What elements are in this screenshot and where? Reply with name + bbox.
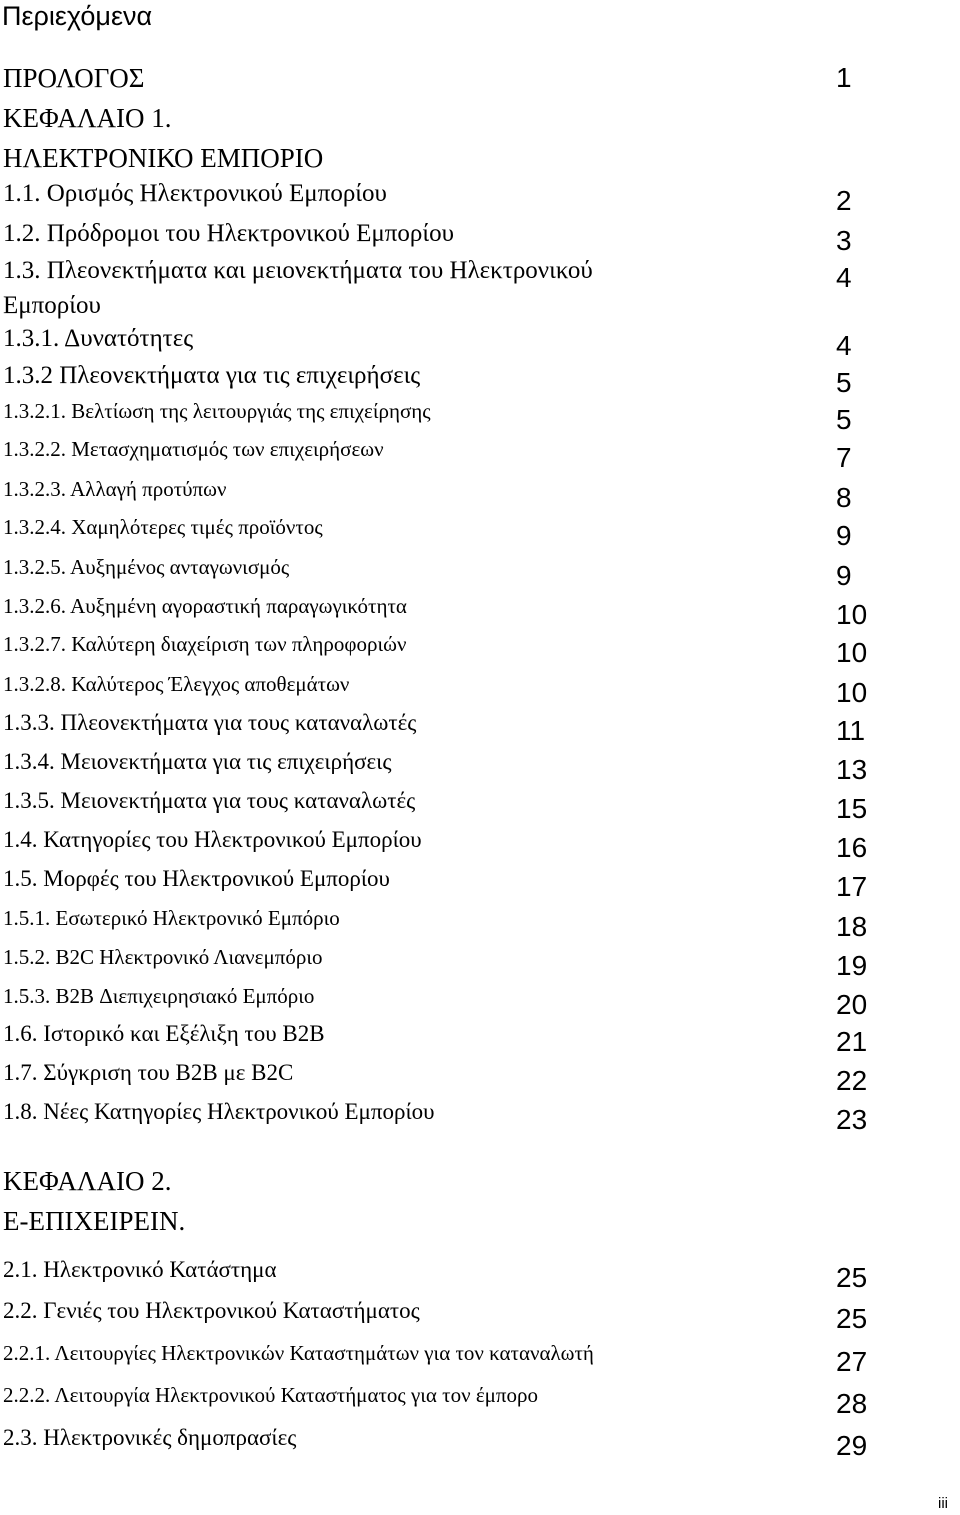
toc-entry-page: 22 <box>836 1065 868 1096</box>
toc-entry-title: Εμπορίου <box>3 292 101 319</box>
toc-entry-page: 3 <box>836 225 852 256</box>
toc-entry-page: 23 <box>836 1104 868 1135</box>
toc-entry-page: 7 <box>836 442 852 473</box>
toc-entry-page: 17 <box>836 871 868 902</box>
toc-entry-title: 2.2. Γενιές του Ηλεκτρονικού Καταστήματος <box>3 1298 420 1323</box>
page-title: Περιεχόμενα <box>2 1 153 31</box>
toc-entry-title: 1.3. Πλεονεκτήματα και μειονεκτήματα του Ηλεκτρονικού <box>3 257 593 284</box>
toc-entry-title: 1.3.2.8. Καλύτερος Έλεγχος αποθεμάτων <box>3 672 350 696</box>
toc-entry-title: 1.1. Ορισμός Ηλεκτρονικού Εμπορίου <box>3 180 387 207</box>
toc-entry-page: 4 <box>836 262 852 293</box>
toc-entry-page: 20 <box>836 989 868 1020</box>
toc-entry-page: 25 <box>836 1262 868 1293</box>
toc-entry-title: 1.3.2 Πλεονεκτήματα για τις επιχειρήσεις <box>3 362 421 389</box>
toc-entry-title: 1.5. Μορφές του Ηλεκτρονικού Εμπορίου <box>3 866 390 891</box>
toc-entry-title: 2.3. Ηλεκτρονικές δημοπρασίες <box>3 1425 297 1450</box>
toc-entry-title: 1.3.2.3. Αλλαγή προτύπων <box>3 477 227 501</box>
toc-entry-title: 1.6. Ιστορικό και Εξέλιξη του B2B <box>3 1021 325 1046</box>
toc-entry-title: 1.3.2.6. Αυξημένη αγοραστική παραγωγικότητα <box>3 594 407 618</box>
toc-entry-page: 2 <box>836 185 852 216</box>
toc-entry-page: 8 <box>836 482 852 513</box>
page-number: iii <box>938 1495 948 1512</box>
toc-entry-title: 1.3.2.7. Καλύτερη διαχείριση των πληροφοριών <box>3 632 407 656</box>
toc-entry-title: 1.4. Κατηγορίες του Ηλεκτρονικού Εμπορίου <box>3 827 422 852</box>
toc-entry-title: 1.3.2.5. Αυξημένος ανταγωνισμός <box>3 555 290 579</box>
toc-entry-page: 5 <box>836 367 852 398</box>
toc-entry-page: 28 <box>836 1388 868 1419</box>
toc-entry-page: 11 <box>836 715 866 746</box>
toc-entry-title: 1.8. Νέες Κατηγορίες Ηλεκτρονικού Εμπορίου <box>3 1099 435 1124</box>
toc-entry-title: ΠΡΟΛΟΓΟΣ <box>3 63 145 93</box>
toc-entry-page: 15 <box>836 793 868 824</box>
toc-entry-title: 1.3.2.1. Βελτίωση της λειτουργιάς της επιχείρησης <box>3 399 431 423</box>
toc-entry-page: 18 <box>836 911 868 942</box>
toc-entry-page: 27 <box>836 1346 868 1377</box>
toc-entry-page: 19 <box>836 950 868 981</box>
toc-entry-page: 16 <box>836 832 868 863</box>
toc-entry-page: 5 <box>836 404 852 435</box>
toc-entry-title: 1.5.1. Εσωτερικό Ηλεκτρονικό Εμπόριο <box>3 906 340 930</box>
toc-entry-title: 1.3.2.4. Χαμηλότερες τιμές προϊόντος <box>3 515 323 539</box>
toc-entry-page: 9 <box>836 560 852 591</box>
toc-entry-title: ΚΕΦΑΛΑΙΟ 2. <box>3 1166 172 1196</box>
toc-entry-title: 2.2.1. Λειτουργίες Ηλεκτρονικών Καταστημάτων για τον καταναλωτή <box>3 1341 594 1365</box>
toc-entry-page: 13 <box>836 754 868 785</box>
toc-entry-page: 21 <box>836 1026 868 1057</box>
toc-entry-page: 25 <box>836 1303 868 1334</box>
toc-entry-page: 10 <box>836 677 868 708</box>
toc-entry-title: 1.3.4. Μειονεκτήματα για τις επιχειρήσεις <box>3 749 392 774</box>
toc-entry-title: 1.5.3. B2B Διεπιχειρησιακό Εμπόριο <box>3 984 315 1008</box>
toc-entry-title: 2.1. Ηλεκτρονικό Κατάστημα <box>3 1257 277 1282</box>
toc-entry-title: 1.3.3. Πλεονεκτήματα για τους καταναλωτές <box>3 710 417 735</box>
toc-entry-title: ΗΛΕΚΤΡΟΝΙΚΟ ΕΜΠΟΡΙΟ <box>3 143 324 173</box>
toc-entry-title: 1.3.5. Μειονεκτήματα για τους καταναλωτές <box>3 788 416 813</box>
toc-entry-title: Ε-ΕΠΙΧΕΙΡΕΙΝ. <box>3 1206 186 1236</box>
toc-entry-page: 1 <box>836 62 852 93</box>
toc-entry-title: 1.5.2. B2C Ηλεκτρονικό Λιανεμπόριο <box>3 945 323 969</box>
toc-entry-page: 10 <box>836 637 868 668</box>
toc-entry-title: ΚΕΦΑΛΑΙΟ 1. <box>3 103 172 133</box>
toc-entry-page: 9 <box>836 520 852 551</box>
toc-entry-title: 1.3.1. Δυνατότητες <box>3 325 194 352</box>
toc-entry-page: 10 <box>836 599 868 630</box>
toc-entry-page: 4 <box>836 330 852 361</box>
toc-entry-title: 1.3.2.2. Μετασχηματισμός των επιχειρήσεων <box>3 437 384 461</box>
toc-entry-page: 29 <box>836 1430 868 1461</box>
toc-entry-title: 1.7. Σύγκριση του B2B με B2C <box>3 1060 294 1085</box>
toc-entry-title: 1.2. Πρόδρομοι του Ηλεκτρονικού Εμπορίου <box>3 220 454 247</box>
toc-entry-title: 2.2.2. Λειτουργία Ηλεκτρονικού Καταστήματος για τον έμπορο <box>3 1383 538 1407</box>
